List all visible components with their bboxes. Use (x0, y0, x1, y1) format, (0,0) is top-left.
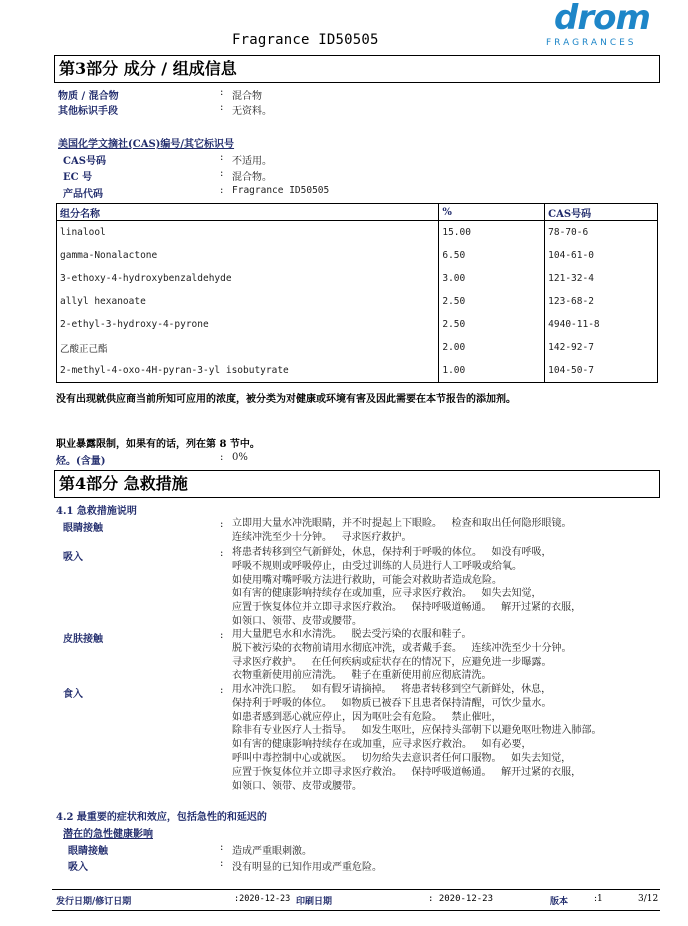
cas-heading: 美国化学文摘社(CAS)编号/其它标识号 (58, 139, 235, 150)
colon: : (220, 185, 224, 196)
component-cas: 104-61-0 (545, 244, 658, 267)
ingestion-label: 食入 (63, 689, 83, 700)
component-cas: 142-92-7 (545, 336, 658, 359)
inhalation-effect-text: 没有明显的已知作用或严重危险。 (232, 862, 382, 873)
print-date-label: 印刷日期 (296, 897, 333, 907)
version-value: :1 (594, 894, 603, 904)
component-name: gamma-Nonalactone (57, 244, 439, 267)
drom-logo (540, 0, 660, 50)
column-header: % (439, 204, 545, 221)
colon: : (220, 519, 224, 530)
table-row (57, 359, 658, 383)
component-name: 2-ethyl-3-hydroxy-4-pyrone (57, 313, 439, 336)
component-name: 2-methyl-4-oxo-4H-pyran-3-yl isobutyrate (57, 359, 439, 383)
component-percent: 3.00 (439, 267, 545, 290)
inhalation-label: 吸入 (63, 552, 83, 563)
ec-value: 混合物。 (232, 172, 272, 183)
skin-contact-label: 皮肤接触 (63, 634, 103, 645)
colon: : (220, 102, 224, 113)
component-name: 乙酸正己酯 (57, 336, 439, 359)
eye-contact-text: 立即用大量水冲洗眼睛，并不时提起上下眼睑。 检查和取出任何隐形眼镜。 连续冲洗至少十分钟。 寻求医疗救护。 (232, 518, 572, 543)
colon: : (220, 168, 224, 179)
table-row (57, 221, 658, 245)
issue-date-value: :2020-12-23 (234, 894, 291, 904)
logo-word: drom (554, 0, 650, 38)
skin-contact-text: 用大量肥皂水和水清洗。 脱去受污染的衣服和鞋子。 脱下被污染的衣物前请用水彻底冲洗，或者戴手套。 连续冲洗至少十分钟。 寻求医疗救护。 在任何疾病或症状存在的情况下，应避免进一步曝露。 衣物重新使用前应清洗。 鞋子在重新使用前应彻底清洗。 (232, 629, 572, 682)
product-code-value: Fragrance ID50505 (232, 185, 330, 196)
component-cas: 4940-11-8 (545, 313, 658, 336)
eye-contact-effect-label: 眼睛接触 (68, 846, 108, 857)
colon: : (220, 87, 224, 98)
ec-label: EC 号 (63, 172, 93, 183)
subsection-4-1: 4.1 急救措施说明 (56, 506, 137, 517)
component-percent: 15.00 (439, 221, 545, 245)
eye-contact-effect-text: 造成严重眼刺激。 (232, 846, 312, 857)
table-row (57, 267, 658, 290)
inhalation-text: 将患者转移到空气新鲜处，休息，保持利于呼吸的体位。 如没有呼吸， 呼吸不规则或呼吸停止，由受过训练的人员进行人工呼吸或给氧。 如使用嘴对嘴呼吸方法进行救助，可能会对救助者造成危险。 如有害的健康影响持续存在或加重，应寻求医疗救治。 如失去知觉， 应置于恢复体位并立即寻求医疗救治。 保持呼吸道畅通。 解开过紧的衣服， 如领口、领带、皮带或腰带。 (232, 547, 582, 627)
component-cas: 121-32-4 (545, 267, 658, 290)
document-title: Fragrance ID50505 (232, 32, 379, 48)
cas-label: CAS号码 (63, 156, 106, 167)
section-3-title: 第3部分 成分 / 组成信息 (54, 55, 660, 83)
subsection-4-2: 4.2 最重要的症状和效应，包括急性的和延迟的 (56, 812, 267, 823)
column-header: CAS号码 (545, 204, 658, 221)
column-header: 组分名称 (57, 204, 439, 221)
component-name: 3-ethoxy-4-hydroxybenzaldehyde (57, 267, 439, 290)
colon: : (220, 630, 224, 641)
component-name: allyl hexanoate (57, 290, 439, 313)
ingestion-text: 用水冲洗口腔。 如有假牙请摘掉。 将患者转移到空气新鲜处，休息， 保持利于呼吸的体位。 如物质已被吞下且患者保持清醒，可饮少量水。 如患者感到恶心就应停止，因为呕吐会有危险。 禁止催吐， 除非有专业医疗人士指导。 如发生呕吐，应保持头部朝下以避免呕吐物进入肺部。 如有害的健康影响持续存在或加重，应寻求医疗救治。 如有必要， 呼叫中毒控制中心或就医。 切勿给失去意识者任何口服物。 如失去知觉， 应置于恢复体位并立即寻求医疗救治。 保持呼吸道畅通。 解开过紧的衣服， 如领口、领带、皮带或腰带。 (232, 684, 602, 792)
component-percent: 1.00 (439, 359, 545, 383)
component-cas: 123-68-2 (545, 290, 658, 313)
product-code-label: 产品代码 (63, 189, 103, 200)
page-number: 3/12 (638, 894, 659, 904)
section-4-title: 第4部分 急救措施 (54, 470, 660, 498)
colon: : (220, 152, 224, 163)
issue-date-label: 发行日期/修订日期 (56, 897, 132, 907)
composition-table (56, 203, 658, 383)
hydrocarbon-value: 0% (232, 452, 248, 463)
potential-effects-heading: 潜在的急性健康影响 (63, 829, 153, 840)
component-cas: 78-70-6 (545, 221, 658, 245)
additive-note: 没有出现就供应商当前所知可应用的浓度，被分类为对健康或环境有害及因此需要在本节报告的添加剂。 (56, 394, 516, 405)
component-percent: 2.50 (439, 313, 545, 336)
substance-label: 物质 / 混合物 (58, 91, 119, 102)
component-percent: 2.50 (439, 290, 545, 313)
inhalation-effect-label: 吸入 (68, 862, 88, 873)
table-header-row (57, 204, 658, 221)
colon: : (220, 858, 224, 869)
page-footer (52, 889, 660, 911)
colon: : (220, 842, 224, 853)
table-row (57, 313, 658, 336)
print-date-value: : 2020-12-23 (428, 894, 494, 904)
cas-value: 不适用。 (232, 156, 272, 167)
hydrocarbon-label: 烃。(含量) (56, 456, 106, 467)
component-percent: 2.00 (439, 336, 545, 359)
eye-contact-label: 眼睛接触 (63, 523, 103, 534)
colon: : (220, 548, 224, 559)
colon: : (220, 452, 224, 463)
table-row (57, 336, 658, 359)
logo-subtitle: FRAGRANCES (546, 38, 637, 48)
component-cas: 104-50-7 (545, 359, 658, 383)
component-name: linalool (57, 221, 439, 245)
other-id-value: 无资料。 (232, 106, 272, 117)
component-percent: 6.50 (439, 244, 545, 267)
table-row (57, 290, 658, 313)
substance-value: 混合物 (232, 91, 262, 102)
version-label: 版本 (550, 897, 569, 907)
other-id-label: 其他标识手段 (58, 106, 118, 117)
colon: : (220, 685, 224, 696)
exposure-note: 职业暴露限制，如果有的话，列在第 8 节中。 (56, 439, 260, 450)
table-row (57, 244, 658, 267)
